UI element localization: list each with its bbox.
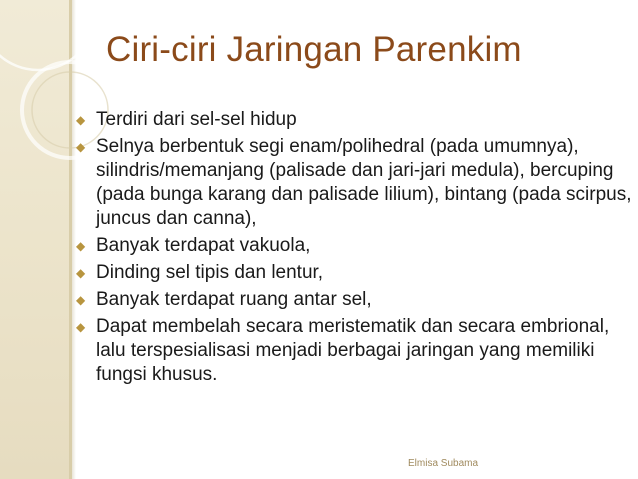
diamond-bullet-icon: ◆ (76, 293, 86, 307)
bullet-item (72, 135, 632, 231)
bullet-item (72, 288, 632, 312)
bullet-text: Dapat membelah secara meristematik dan secara embrional, lalu terspesialisasi menjadi berbagai jaringan yang memiliki fungsi khusus. (96, 316, 610, 385)
bullet-text: Banyak terdapat ruang antar sel, (96, 289, 372, 310)
slide-title: Ciri-ciri Jaringan Parenkim (106, 30, 522, 69)
diamond-bullet-icon: ◆ (76, 140, 86, 154)
diamond-bullet-icon: ◆ (76, 266, 86, 280)
bullet-item (72, 108, 632, 132)
bullet-text: Terdiri dari sel-sel hidup (96, 109, 297, 130)
bullet-item (72, 315, 632, 387)
bullet-text: Selnya berbentuk segi enam/polihedral (pada umumnya), silindris/memanjang (palisade dan jari-jari medula), bercuping (pada bunga karang dan palisade lilium), bintang (pada scirpus, juncus dan canna), (96, 136, 632, 229)
bullet-list (72, 108, 632, 390)
diamond-bullet-icon: ◆ (76, 113, 86, 127)
bullet-item (72, 234, 632, 258)
diamond-bullet-icon: ◆ (76, 320, 86, 334)
bullet-text: Dinding sel tipis dan lentur, (96, 262, 324, 283)
footer-author: Elmisa Subama (408, 458, 479, 469)
bullet-item (72, 261, 632, 285)
bullet-text: Banyak terdapat vakuola, (96, 235, 311, 256)
diamond-bullet-icon: ◆ (76, 239, 86, 253)
